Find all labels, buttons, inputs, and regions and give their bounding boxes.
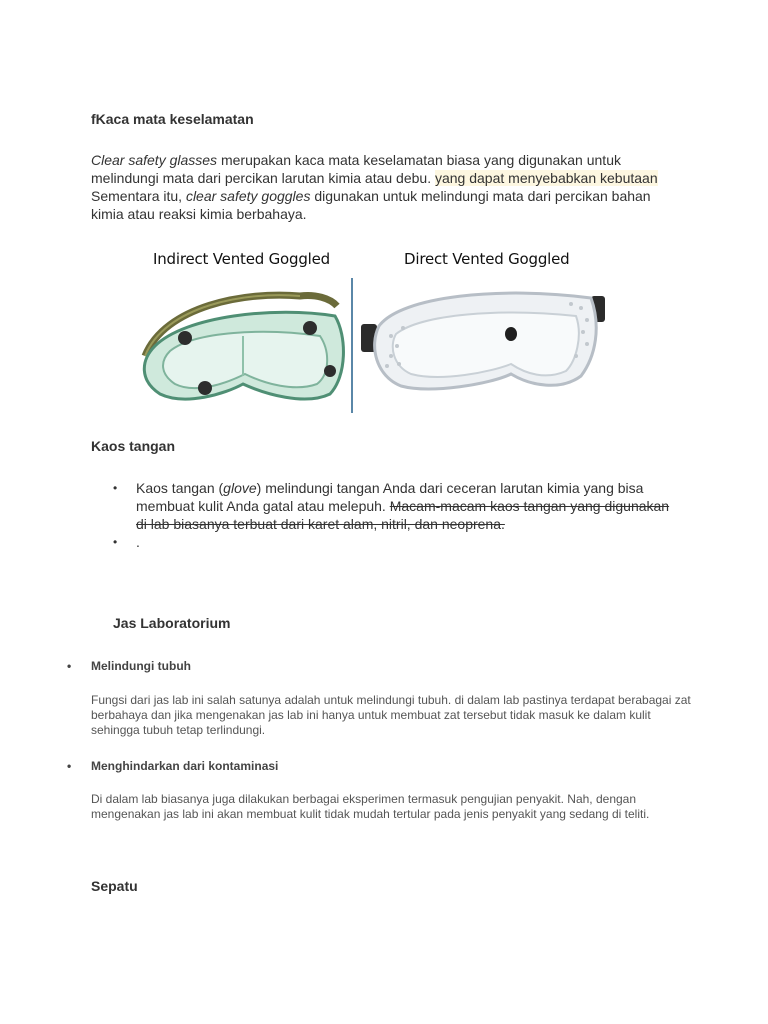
section-heading-lab-coat: Jas Laboratorium [113, 615, 231, 631]
gloves-list [113, 479, 673, 551]
direct-vented-label: Direct Vented Goggled [404, 250, 570, 268]
section-heading-safety-glasses: fKaca mata keselamatan [91, 111, 254, 127]
para-highlight: yang dapat menyebabkan kebutaan [434, 170, 658, 186]
lab-coat-paragraph-2: Di dalam lab biasanya juga dilakukan berbagai eksperimen termasuk pengujian penyakit. Nah, dengan mengenakan jas lab ini akan membuat kulit tidak mudah tertular pada jenis penyakit yang sedang di teliti. [91, 792, 650, 821]
indirect-vented-goggles-image [125, 276, 350, 416]
lab-coat-paragraph-1: Fungsi dari jas lab ini salah satunya adalah untuk melindungi tubuh. di dalam lab pastinya terdapat berabagai zat berbahaya dan jika mengenakan jas lab ini hanya untuk membuat zat tersebut tidak masuk ke dalam kulit sehingga tubuh tetap terlindungi. [91, 693, 691, 737]
goggles-figure [125, 246, 625, 424]
section-heading-gloves: Kaos tangan [91, 438, 176, 454]
gloves-italic: glove [223, 480, 257, 496]
gloves-strikethrough-text: Macam-macam kaos tangan yang digunakan di lab biasanya terbuat dari karet alam, nitril, dan neoprena. [136, 498, 670, 532]
direct-vented-goggles-image [361, 276, 611, 416]
lab-coat-subheading-1 [67, 659, 191, 673]
bullet-icon: • [67, 759, 72, 773]
para-text-2: Sementara itu, [91, 188, 186, 204]
gloves-text-1: Kaos tangan ( [136, 480, 224, 496]
para-text-1: merupakan kaca mata keselamatan biasa yang digunakan untuk melindungi mata dari percikan larutan kimia atau debu. [91, 152, 621, 186]
para-italic-goggles: clear safety goggles [185, 188, 311, 204]
bullet-icon: • [113, 481, 118, 495]
para-italic-glasses: Clear safety glasses [91, 152, 218, 168]
bullet-icon: • [113, 535, 118, 549]
lab-coat-subheading-2 [67, 759, 278, 773]
para-text-3: digunakan untuk melindungi mata dari percikan bahan kimia atau reaksi kimia berbahaya. [91, 188, 651, 222]
gloves-item-2-text: . [136, 534, 140, 550]
figure-divider [351, 278, 353, 413]
sub2-title: Menghindarkan dari kontaminasi [91, 759, 279, 773]
list-item [113, 479, 673, 533]
section-heading-shoes: Sepatu [91, 878, 138, 894]
safety-glasses-paragraph [91, 151, 681, 223]
sub1-title: Melindungi tubuh [91, 659, 191, 673]
gloves-text-2: ) melindungi tangan Anda dari ceceran larutan kimia yang bisa membuat kulit Anda gatal atau melepuh. [136, 480, 644, 514]
list-item [113, 533, 673, 551]
indirect-vented-label: Indirect Vented Goggled [153, 250, 330, 268]
bullet-icon: • [67, 659, 72, 673]
